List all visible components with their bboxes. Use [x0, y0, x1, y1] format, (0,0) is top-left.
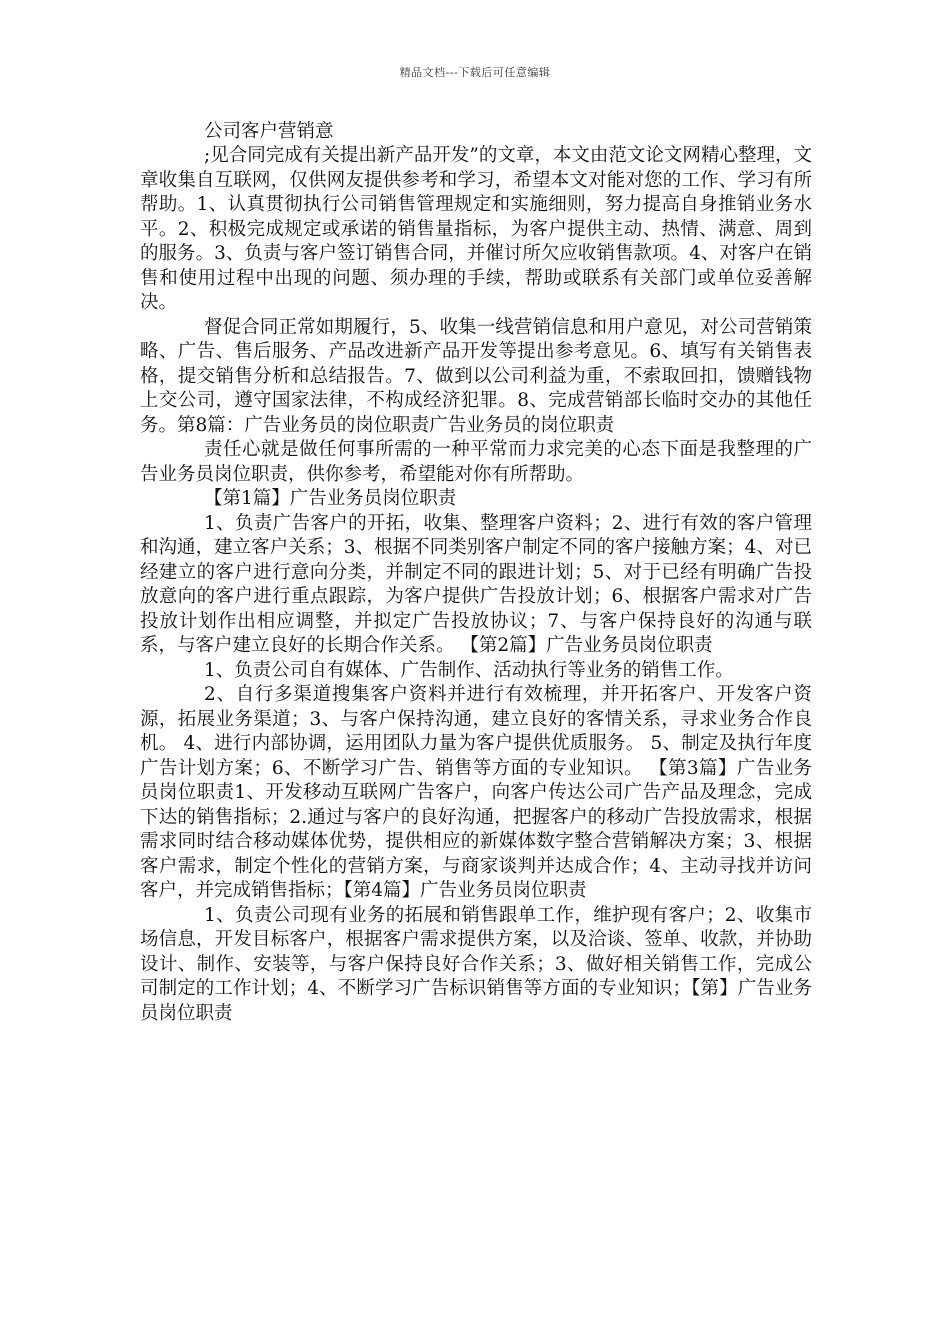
page-header: 精品文档---下载后可任意编辑	[399, 66, 551, 79]
paragraph-responsibility: 责任心就是做任何事所需的一种平常而力求完美的心态下面是我整理的广告业务员岗位职责，供你参考，希望能对你有所帮助。	[140, 439, 812, 485]
document-title: 公司客户营销意	[204, 121, 334, 142]
section-heading-1: 【第1篇】广告业务员岗位职责	[204, 488, 457, 509]
paragraph-section-4: 1、负责公司现有业务的拓展和销售跟单工作，维护现有客户；2、收集市场信息，开发目标客户，根据客户需求提供方案，以及洽谈、签单、收款，并协助设计、制作、安装等，与客户保持良好合作关系；3、做好相关销售工作，完成公司制定的工作计划；4、不断学习广告标识销售等方面的专业知识；【第】广告业务员岗位职责	[140, 904, 812, 1024]
paragraph-section-2-b: 2、自行多渠道搜集客户资料并进行有效梳理，并开拓客户、开发客户资源，拓展业务渠道；3、与客户保持沟通，建立良好的客情关系，寻求业务合作良机。 4、进行内部协调，运用团队力量为客户提供优质服务。 5、制定及执行年度广告计划方案；6、不断学习广告、销售等方面的专业知识。 【第3篇】广告业务员岗位职责1、开发移动互联网广告客户，向客户传达公司广告产品及理念，完成下达的销售指标；2.通过与客户的良好沟通，把握客户的移动广告投放需求，根据需求同时结合移动媒体优势，提供相应的新媒体数字整合营销解决方案；3、根据客户需求，制定个性化的营销方案，与商家谈判并达成合作；4、主动寻找并访问客户，并完成销售指标；【第4篇】广告业务员岗位职责	[140, 684, 812, 901]
paragraph-intro: ;见合同完成有关提出新产品开发”的文章，本文由范文论文网精心整理，文章收集自互联网，仅供网友提供参考和学习，希望本文对能对您的工作、学习有所帮助。1、认真贯彻执行公司销售管理规定和实施细则，努力提高自身推销业务水平。2、积极完成规定或承诺的销售量指标，为客户提供主动、热情、满意、周到的服务。3、负责与客户签订销售合同，并催讨所欠应收销售款项。4、对客户在销售和使用过程中出现的问题、须办理的手续，帮助或联系有关部门或单位妥善解决。	[140, 145, 812, 313]
paragraph-section-2-a: 1、负责公司自有媒体、广告制作、活动执行等业务的销售工作。	[204, 659, 734, 681]
document-body	[140, 120, 812, 1026]
paragraph-section-1: 1、负责广告客户的开拓，收集、整理客户资料；2、进行有效的客户管理和沟通，建立客户关系；3、根据不同类别客户制定不同的客户接触方案；4、对已经建立的客户进行意向分类，并制定不同的跟进计划；5、对于已经有明确广告投放意向的客户进行重点跟踪，为客户提供广告投放计划；6、根据客户需求对广告投放计划作出相应调整，并拟定广告投放协议；7、与客户保持良好的沟通与联系，与客户建立良好的长期合作关系。 【第2篇】广告业务员岗位职责	[140, 512, 812, 656]
paragraph-contract: 督促合同正常如期履行，5、收集一线营销信息和用户意见，对公司营销策略、广告、售后服务、产品改进新产品开发等提出参考意见。6、填写有关销售表格，提交销售分析和总结报告。7、做到以公司利益为重，不索取回扣，馈赠钱物上交公司，遵守国家法律，不构成经济犯罪。8、完成营销部长临时交办的其他任务。第8篇：广告业务员的岗位职责广告业务员的岗位职责	[140, 316, 812, 436]
